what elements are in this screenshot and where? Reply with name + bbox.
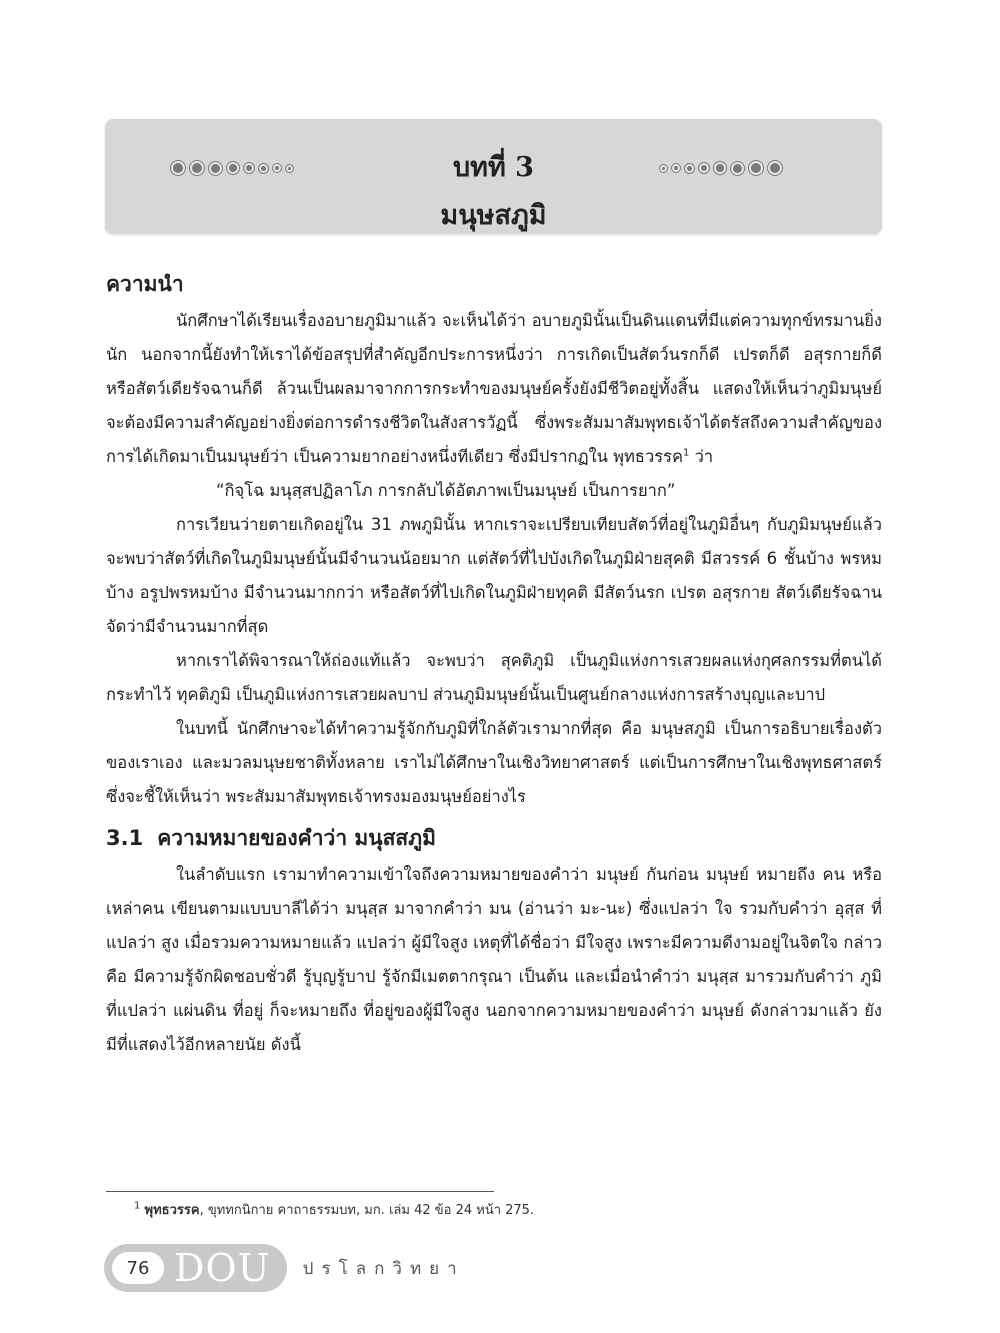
intro-paragraph-4: ในบทนี้ นักศึกษาจะได้ทำความรู้จักกับภูมิที่ใกล้ตัวเรามากที่สุด คือ มนุษสภูมิ เป็นการอธิบายเรื่องตัวของเราเอง และมวลมนุษยชาติทั้งหลาย เราไม่ได้ศึกษาในเชิงวิทยาศาสตร์ แต่เป็นการศึกษาในเชิงพุทธศาสตร์ ซึ่งจะชี้ให้เห็นว่า พระสัมมาสัมพุทธเจ้าทรงมองมนุษย์อย่างไร bbox=[106, 719, 882, 806]
chapter-header bbox=[105, 119, 882, 234]
intro-paragraph-2: การเวียนว่ายตายเกิดอยู่ใน 31 ภพภูมินั้น หากเราจะเปรียบเทียบสัตว์ที่อยู่ในภูมิอื่นๆ กับภูมิมนุษย์แล้ว จะพบว่าสัตว์ที่เกิดในภูมิมนุษย์นั้นมีจำนวนน้อยมาก แต่สัตว์ที่ไปบังเกิดในภูมิฝ่ายสุคติ มีสวรรค์ 6 ชั้นบ้าง พรหมบ้าง อรูปพรหมบ้าง มีจำนวนมากกว่า หรือสัตว์ที่ไปเกิดในภูมิฝ่ายทุคติ มีสัตว์นรก เปรต อสุรกาย สัตว์เดียรัจฉาน จัดว่ามีจำนวนมากที่สุด bbox=[106, 515, 882, 636]
body-content bbox=[106, 266, 882, 1062]
footnote-divider bbox=[106, 1191, 494, 1192]
dot-icon bbox=[714, 162, 726, 174]
footnote bbox=[134, 1199, 534, 1220]
dot-icon bbox=[660, 165, 667, 172]
intro-paragraph-1-text: นักศึกษาได้เรียนเรื่องอบายภูมิมาแล้ว จะเห็นได้ว่า อบายภูมินั้นเป็นดินแดนที่มีแต่ความทุกข์ทรมานยิ่งนัก นอกจากนี้ยังทำให้เราได้ข้อสรุปที่สำคัญอีกประการหนึ่งว่า การเกิดเป็นสัตว์นรกก็ดี เปรตก็ดี อสุรกายก็ดี หรือสัตว์เดียรัจฉานก็ดี ล้วนเป็นผลมาจากการกระทำของมนุษย์ครั้งยังมีชีวิตอยู่ทั้งสิ้น แสดงให้เห็นว่าภูมิมนุษย์จะต้องมีความสำคัญอย่างยิ่งต่อการดำรงชีวิตในสังสารวัฏนี้ ซึ่งพระสัมมาสัมพุทธเจ้าได้ตรัสถึงความสำคัญของการได้เกิดมาเป็นมนุษย์ว่า เป็นความยากอย่างหนึ่งทีเดียว ซึ่งมีปรากฏใน พุทธวรรค bbox=[106, 311, 882, 466]
dot-icon bbox=[672, 164, 680, 172]
dot-icon bbox=[685, 164, 694, 173]
section-title: ความหมายของคำว่า มนุสสภูมิ bbox=[157, 826, 436, 850]
section-heading bbox=[106, 820, 882, 856]
intro-paragraph-1-tail: ว่า bbox=[694, 447, 714, 466]
footnote-mark: 1 bbox=[134, 1200, 141, 1212]
footnote-ref[interactable]: 1 bbox=[683, 447, 690, 459]
intro-paragraph-3: หากเราได้พิจารณาให้ถ่องแท้แล้ว จะพบว่า สุคติภูมิ เป็นภูมิแห่งการเสวยผลแห่งกุศลกรรมที่ตนได้กระทำไว้ ทุคติภูมิ เป็นภูมิแห่งการเสวยผลบาป ส่วนภูมิมนุษย์นั้นเป็นศูนย์กลางแห่งการสร้างบุญและบาป bbox=[106, 651, 882, 704]
chapter-title: มนุษสภูมิ bbox=[440, 200, 547, 231]
dot-icon bbox=[731, 162, 744, 175]
dot-icon bbox=[749, 161, 763, 175]
intro-paragraph-1 bbox=[106, 304, 882, 474]
section-paragraph-1: ในลำดับแรก เรามาทำความเข้าใจถึงความหมายของคำว่า มนุษย์ กันก่อน มนุษย์ หมายถึง คน หรือ เหล่าคน เขียนตามแบบบาลีได้ว่า มนุสฺส มาจากคำว่า มน (อ่านว่า มะ-นะ) ซึ่งแปลว่า ใจ รวมกับคำว่า อุสฺส ที่แปลว่า สูง เมื่อรวมความหมายแล้ว แปลว่า ผู้มีใจสูง เหตุที่ได้ชื่อว่า มีใจสูง เพราะมีความดีงามอยู่ในจิตใจ กล่าวคือ มีความรู้จักผิดชอบชั่วดี รู้บุญรู้บาป รู้จักมีเมตตากรุณา เป็นต้น และเมื่อนำคำว่า มนุสฺส มารวมกับคำว่า ภูมิ ที่แปลว่า แผ่นดิน ที่อยู่ ก็จะหมายถึง ที่อยู่ของผู้มีใจสูง นอกจากความหมายของคำว่า มนุษย์ ดังกล่าวมาแล้ว ยังมีที่แสดงไว้อีกหลายนัย ดังนี้ bbox=[106, 865, 882, 1054]
chapter-number: บทที่ 3 bbox=[453, 152, 534, 183]
footnote-source: พุทธวรรค bbox=[144, 1203, 200, 1218]
page-number: 76 bbox=[112, 1252, 164, 1284]
section-number: 3.1 bbox=[106, 826, 144, 850]
intro-heading: ความนำ bbox=[106, 272, 184, 296]
page-footer bbox=[104, 1244, 465, 1292]
pali-quote: “กิจฺโฉ มนุสฺสปฏิลาโภ การกลับได้อัตภาพเป็นมนุษย์ เป็นการยาก” bbox=[216, 481, 676, 500]
decorative-dots-right bbox=[660, 161, 782, 175]
brand-logo: DOU bbox=[174, 1246, 271, 1290]
course-title: ปรโลกวิทยา bbox=[302, 1258, 465, 1279]
footnote-text: , ขุททกนิกาย คาถาธรรมบท, มก. เล่ม 42 ข้อ 24 หน้า 275. bbox=[199, 1203, 535, 1218]
dot-icon bbox=[768, 161, 782, 175]
dot-icon bbox=[699, 163, 709, 173]
footer-badge bbox=[104, 1244, 287, 1292]
